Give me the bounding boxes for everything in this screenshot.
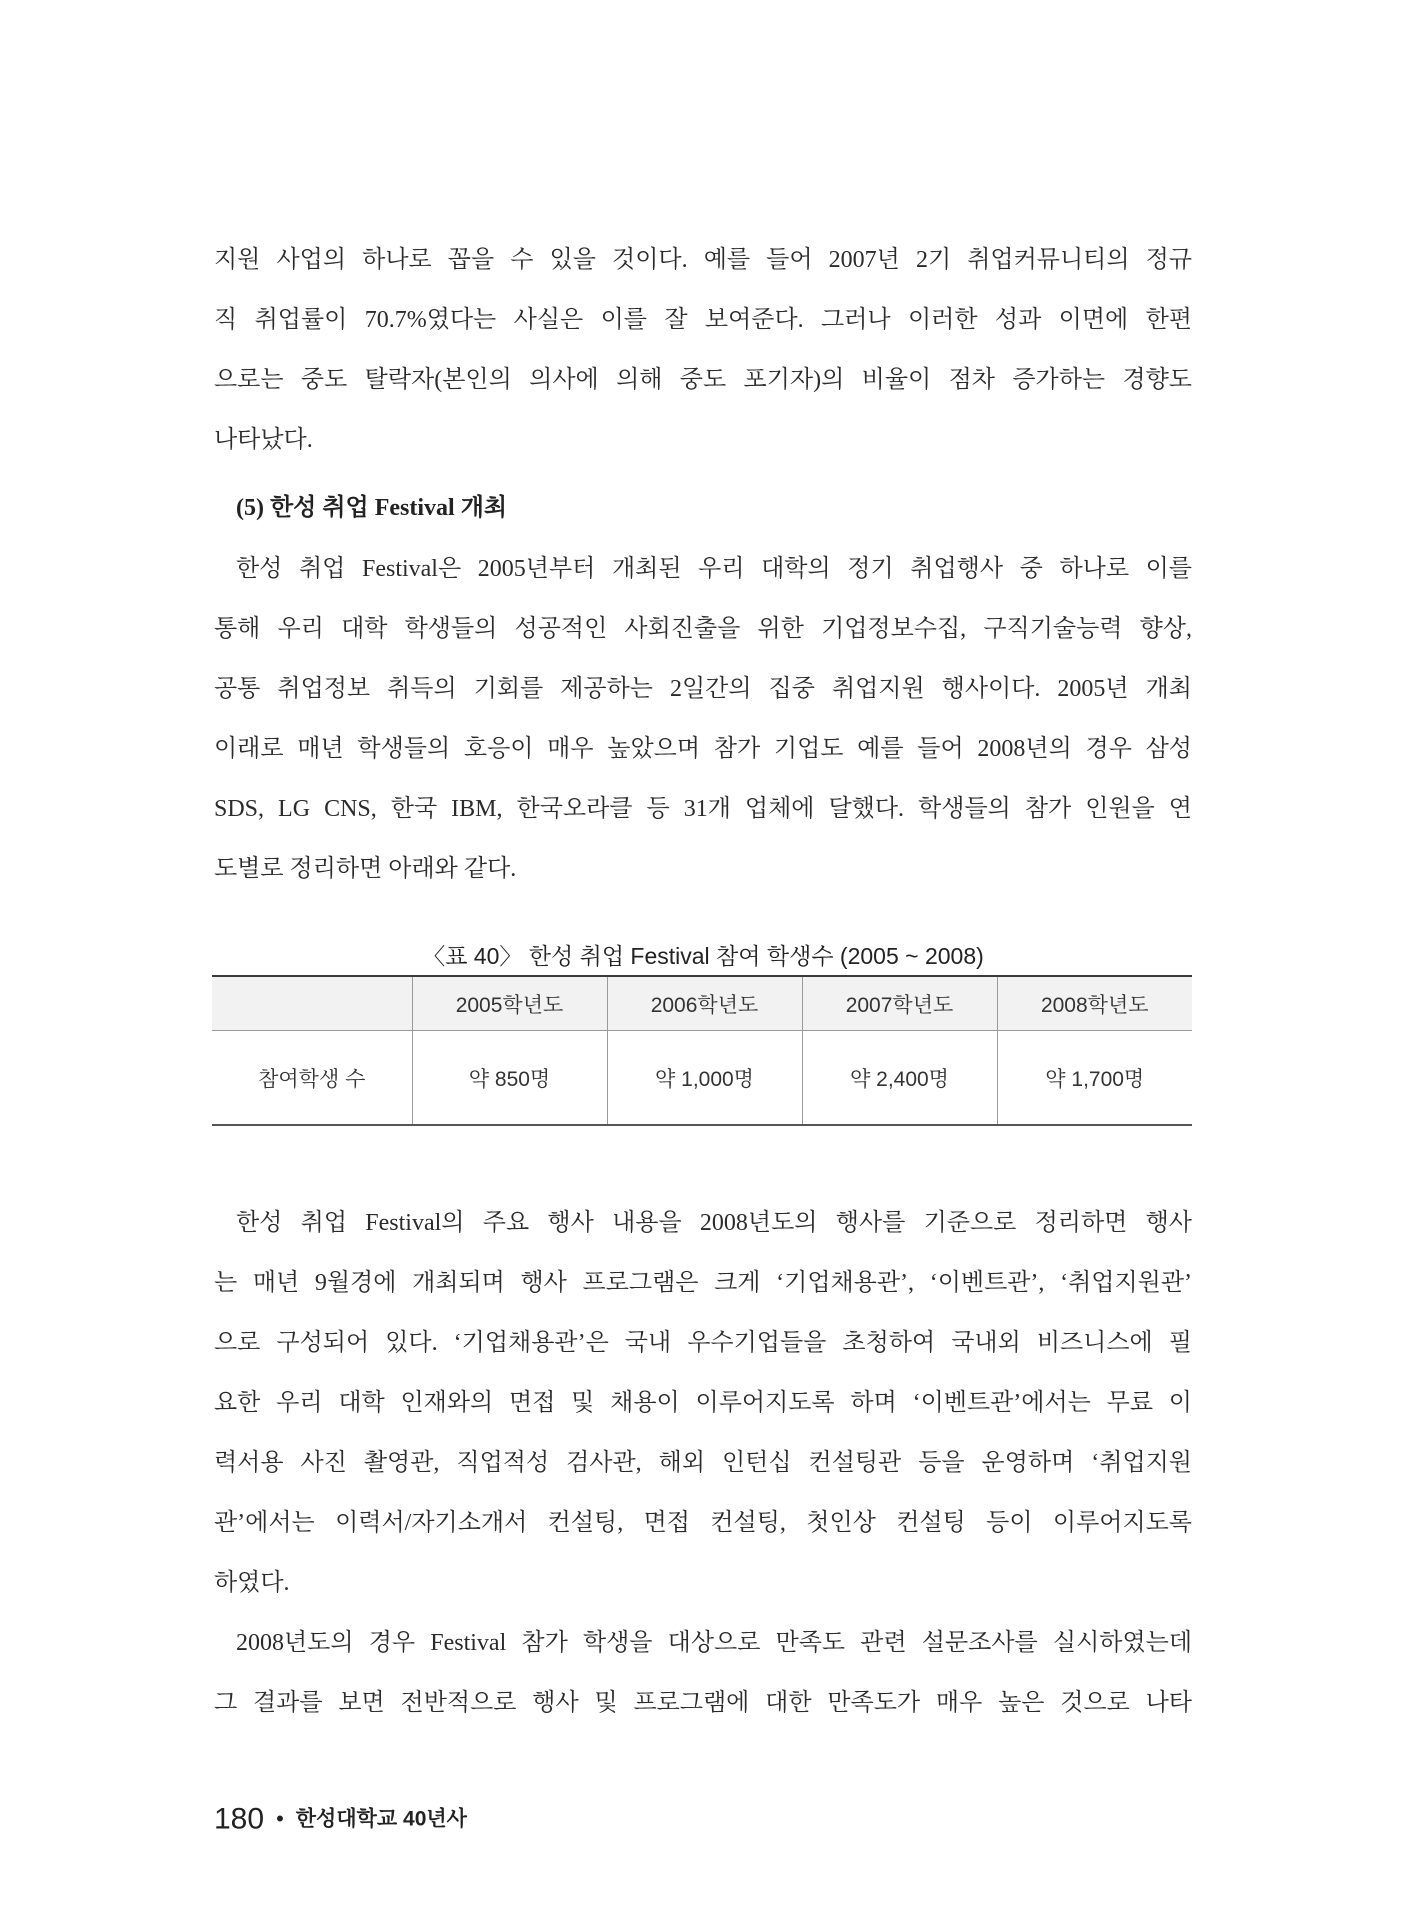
table-row <box>212 1031 1192 1126</box>
page-footer <box>214 1796 467 1842</box>
para3-line-7: 하였다. <box>214 1570 290 1596</box>
table-header-2005: 2005학년도 <box>412 976 607 1031</box>
para1-line-2: 직 취업률이 70.7%였다는 사실은 이를 잘 보여준다. 그러나 이러한 성과 이면에 한편 <box>214 307 1192 333</box>
table-header-corner <box>212 976 412 1031</box>
table-header <box>212 976 1192 1031</box>
para4-line-1: 2008년도의 경우 Festival 참가 학생을 대상으로 만족도 관련 설문조사를 실시하였는데 <box>236 1630 1192 1656</box>
para2-line-2: 통해 우리 대학 학생들의 성공적인 사회진출을 위한 기업정보수집, 구직기술능력 향상, <box>214 616 1192 642</box>
table-caption: 〈표 40〉 한성 취업 Festival 참여 학생수 (2005 ~ 2008) <box>422 943 984 969</box>
table-cell-2005: 약 850명 <box>412 1031 607 1126</box>
para3-line-3: 으로 구성되어 있다. ‘기업채용관’은 국내 우수기업들을 초청하여 국내외 비즈니스에 필 <box>214 1330 1192 1356</box>
para2-line-5: SDS, LG CNS, 한국 IBM, 한국오라클 등 31개 업체에 달했다. 학생들의 참가 인원을 연 <box>214 796 1192 822</box>
para2-line-4: 이래로 매년 학생들의 호응이 매우 높았으며 참가 기업도 예를 들어 2008년의 경우 삼성 <box>214 736 1192 762</box>
table-body <box>212 1031 1192 1126</box>
footer-separator: • <box>276 1806 284 1832</box>
para2-line-3: 공통 취업정보 취득의 기회를 제공하는 2일간의 집중 취업지원 행사이다. 2005년 개최 <box>214 676 1192 702</box>
table-header-2007: 2007학년도 <box>802 976 997 1031</box>
para2-line-6: 도별로 정리하면 아래와 같다. <box>214 856 517 882</box>
table-row-label: 참여학생 수 <box>212 1031 412 1126</box>
para3-line-6: 관’에서는 이력서/자기소개서 컨설팅, 면접 컨설팅, 첫인상 컨설팅 등이 이루어지도록 <box>214 1510 1192 1536</box>
participation-table <box>212 975 1192 1126</box>
table-header-2006: 2006학년도 <box>607 976 802 1031</box>
para1-line-3: 으로는 중도 탈락자(본인의 의사에 의해 중도 포기자)의 비율이 점차 증가하는 경향도 <box>214 367 1192 393</box>
para4-line-2: 그 결과를 보면 전반적으로 행사 및 프로그램에 대한 만족도가 매우 높은 것으로 나타 <box>214 1690 1192 1716</box>
book-title: 한성대학교 40년사 <box>295 1807 467 1831</box>
table-header-2008: 2008학년도 <box>997 976 1192 1031</box>
paragraph-3 <box>214 1193 1192 1613</box>
para3-line-1: 한성 취업 Festival의 주요 행사 내용을 2008년도의 행사를 기준으로 정리하면 행사 <box>236 1210 1192 1236</box>
table-header-row <box>212 976 1192 1031</box>
para3-line-5: 력서용 사진 촬영관, 직업적성 검사관, 해외 인턴십 컨설팅관 등을 운영하며 ‘취업지원 <box>214 1450 1192 1476</box>
table-cell-2006: 약 1,000명 <box>607 1031 802 1126</box>
paragraph-2 <box>214 539 1192 899</box>
paragraph-4 <box>214 1613 1192 1733</box>
para3-line-2: 는 매년 9월경에 개최되며 행사 프로그램은 크게 ‘기업채용관’, ‘이벤트관’, ‘취업지원관’ <box>214 1270 1192 1296</box>
para3-line-4: 요한 우리 대학 인재와의 면접 및 채용이 이루어지도록 하며 ‘이벤트관’에서는 무료 이 <box>214 1390 1192 1416</box>
section-heading: (5) 한성 취업 Festival 개최 <box>236 495 508 521</box>
para1-line-1: 지원 사업의 하나로 꼽을 수 있을 것이다. 예를 들어 2007년 2기 취업커뮤니티의 정규 <box>214 247 1192 273</box>
para1-line-4: 나타났다. <box>214 427 313 453</box>
table-cell-2007: 약 2,400명 <box>802 1031 997 1126</box>
table-cell-2008: 약 1,700명 <box>997 1031 1192 1126</box>
page-number: 180 <box>214 1802 265 1836</box>
paragraph-1 <box>214 230 1192 470</box>
para2-line-1: 한성 취업 Festival은 2005년부터 개최된 우리 대학의 정기 취업행사 중 하나로 이를 <box>236 556 1192 582</box>
